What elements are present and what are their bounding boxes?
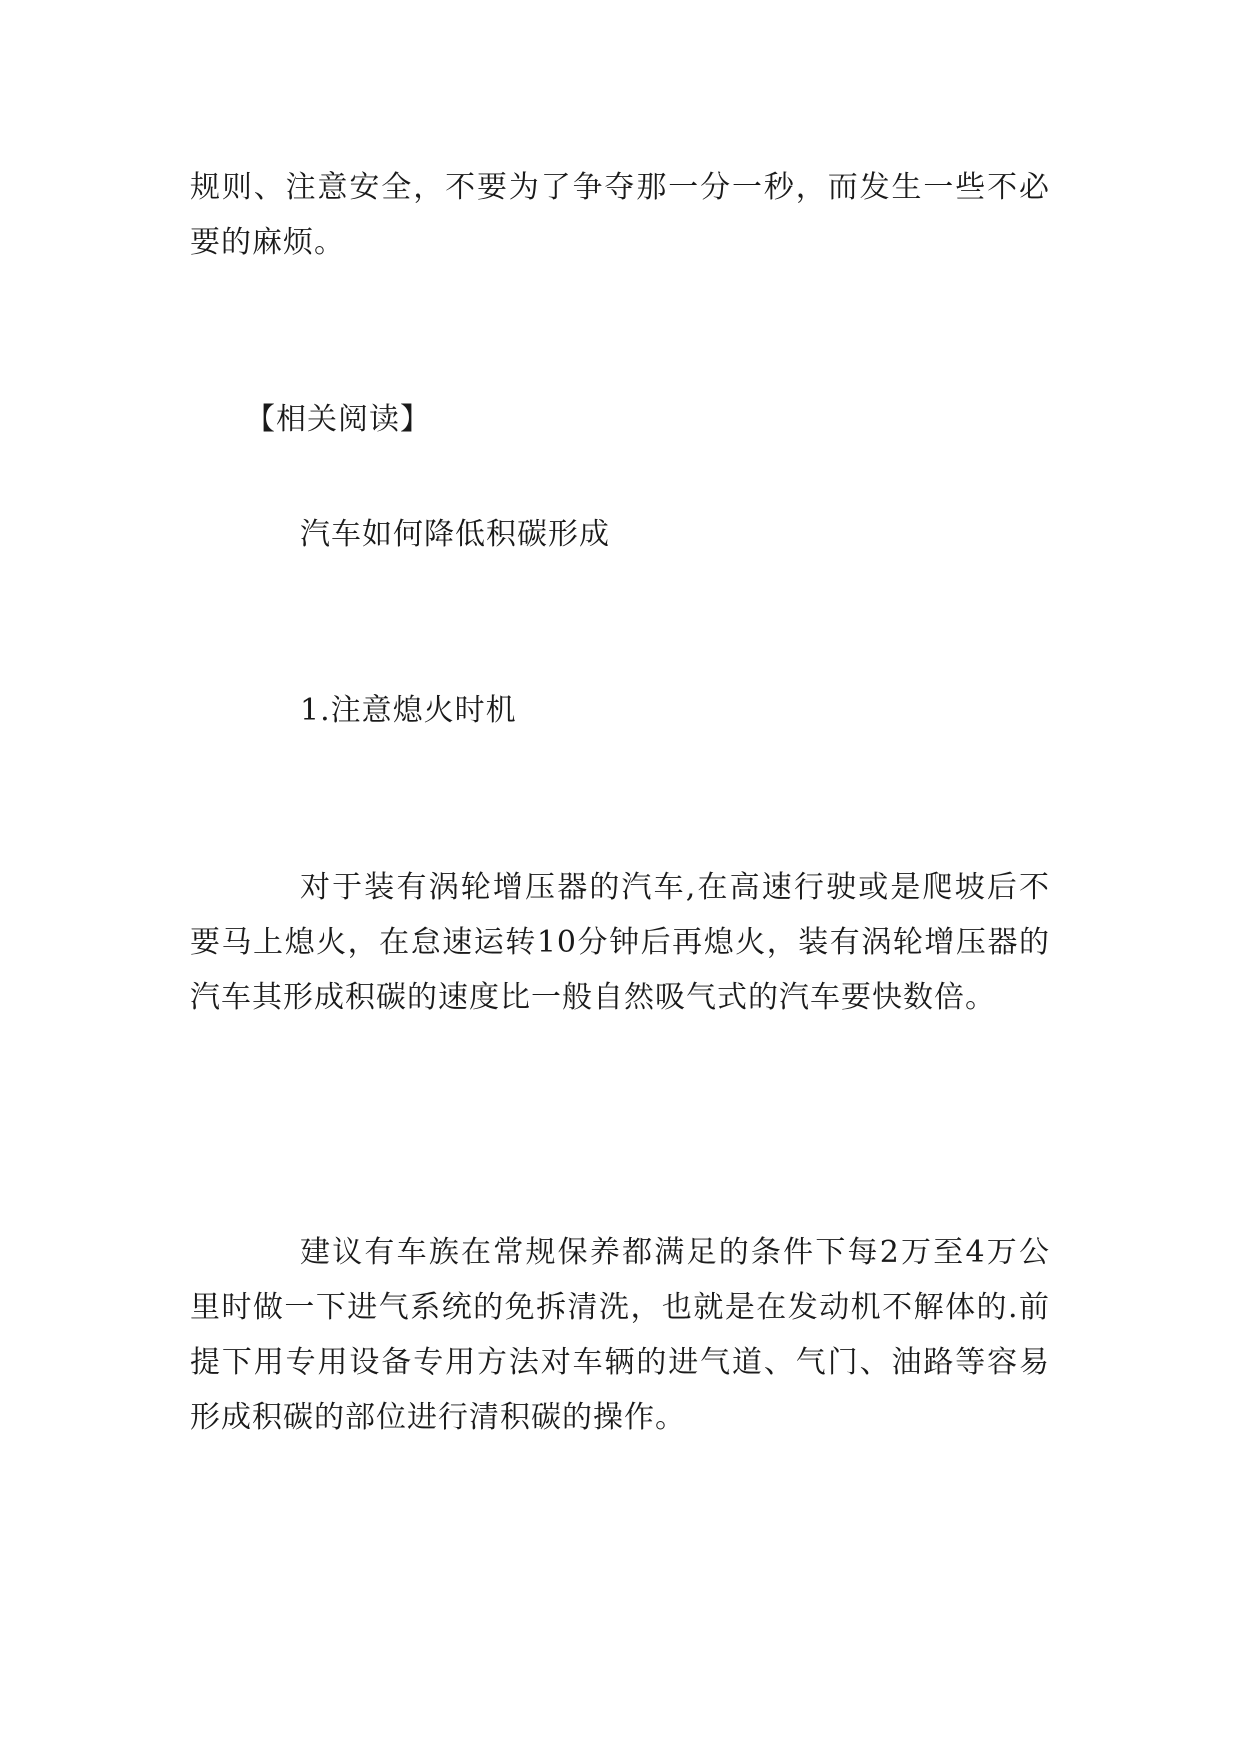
section-title: 汽车如何降低积碳形成 bbox=[300, 517, 610, 552]
continuation-paragraph: 规则、注意安全，不要为了争夺那一分一秒，而发生一些不必要的麻烦。 bbox=[190, 170, 1050, 260]
body-paragraph: 建议有车族在常规保养都满足的条件下每2万至4万公里时做一下进气系统的免拆清洗，也就是在发动机不解体的.前提下用专用设备专用方法对车辆的进气道、气门、油路等容易形成积碳的部位进行清积碳的操作。 bbox=[190, 1235, 1050, 1435]
subsection-title: 1.注意熄火时机 bbox=[300, 693, 517, 728]
related-reading-heading: 【相关阅读】 bbox=[245, 402, 431, 437]
body-paragraph: 对于装有涡轮增压器的汽车,在高速行驶或是爬坡后不要马上熄火，在怠速运转10分钟后再熄火，装有涡轮增压器的汽车其形成积碳的速度比一般自然吸气式的汽车要快数倍。 bbox=[190, 870, 1050, 1015]
